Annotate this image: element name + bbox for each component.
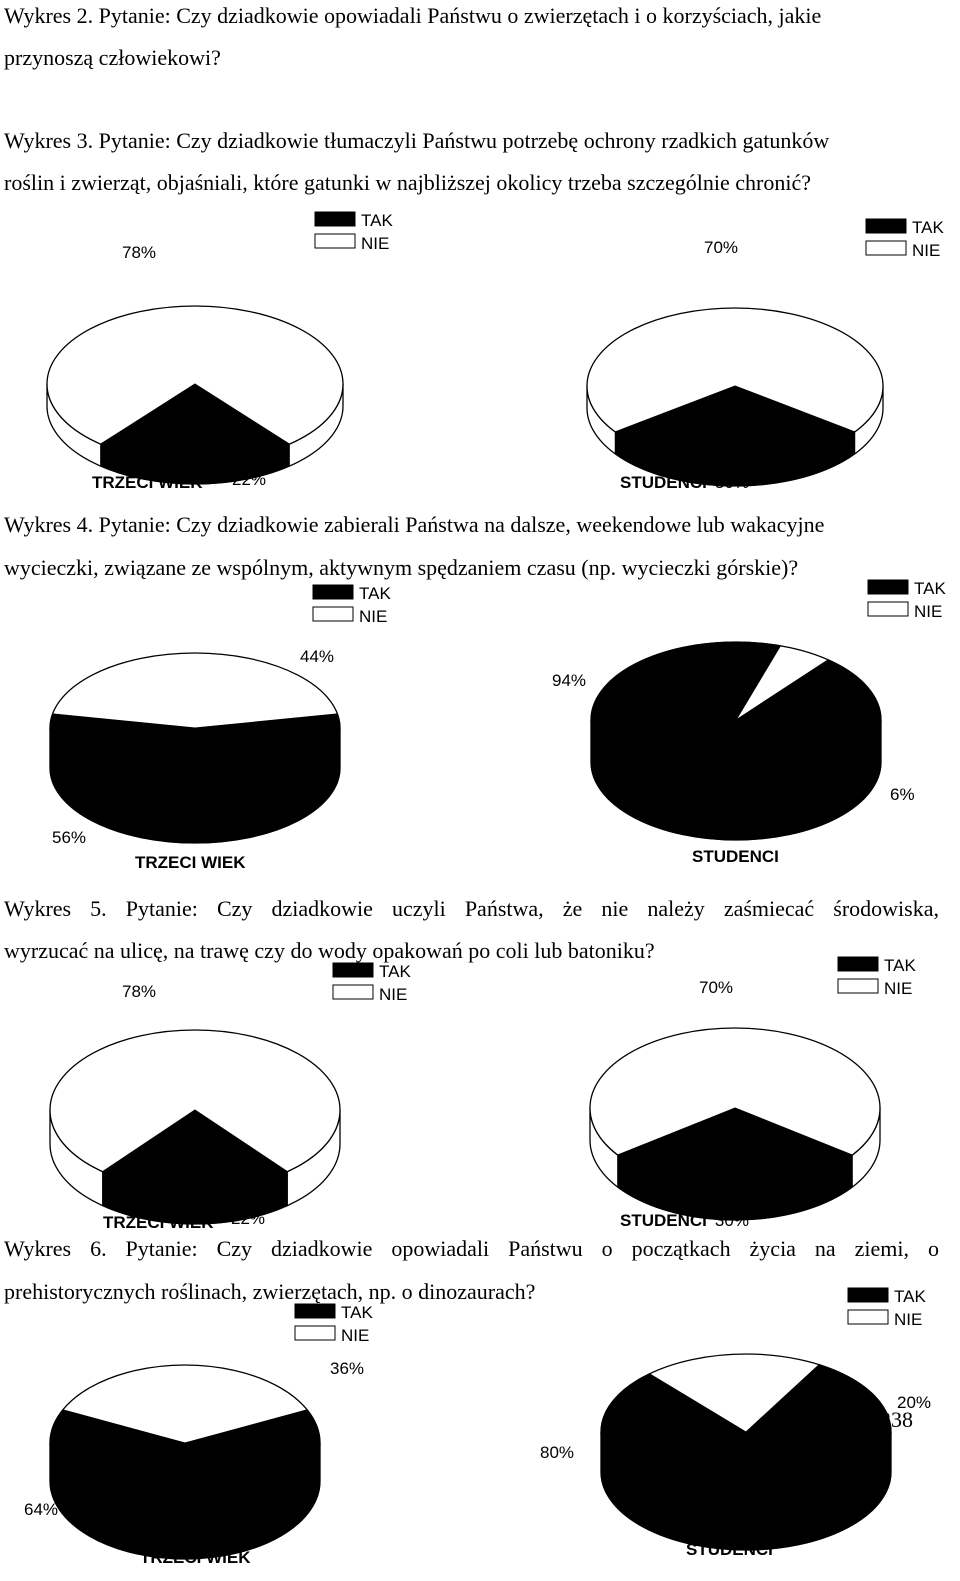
- pie-legend: [838, 956, 916, 998]
- pie-legend: [333, 962, 411, 1004]
- legend-label-tak: TAK: [914, 579, 946, 598]
- legend-label-nie: NIE: [341, 1326, 370, 1345]
- legend-label-nie: NIE: [914, 602, 943, 621]
- legend-swatch-tak: [315, 212, 355, 226]
- pie-value-label-nie: 70%: [699, 978, 734, 997]
- pie-value-label-tak: 94%: [552, 671, 587, 690]
- legend-swatch-nie: [315, 234, 355, 248]
- pie-value-label-tak: 22%: [231, 1209, 266, 1228]
- pie-chart-6: [590, 956, 916, 1230]
- legend-label-tak: TAK: [884, 956, 916, 975]
- pie-value-label-nie: 36%: [330, 1359, 365, 1378]
- legend-label-nie: NIE: [379, 985, 408, 1004]
- page-number: 238: [880, 1407, 913, 1432]
- legend-swatch-tak: [295, 1304, 335, 1318]
- legend-swatch-tak: [866, 219, 906, 233]
- legend-label-nie: NIE: [884, 979, 913, 998]
- question-2-line-1: Wykres 2. Pytanie: Czy dziadkowie opowiadali Państwu o zwierzętach i o korzyściach, jakie: [4, 3, 822, 28]
- pie-value-label-tak: 30%: [714, 1211, 749, 1230]
- question-2-line-2: przynoszą człowiekowi?: [4, 45, 221, 70]
- legend-swatch-tak: [838, 957, 878, 971]
- pie-legend: [866, 218, 944, 260]
- legend-label-nie: NIE: [912, 241, 941, 260]
- pie-legend: [868, 579, 946, 621]
- question-6-line-2: prehistorycznych roślinach, zwierzętach, np. o dinozaurach?: [4, 1279, 536, 1304]
- legend-label-tak: TAK: [361, 211, 393, 230]
- question-3-line-2: roślin i zwierząt, objaśniali, które gatunki w najbliższej okolicy trzeba szczególnie chronić?: [4, 170, 811, 195]
- pie-legend: [313, 584, 391, 626]
- pie-value-label-nie: 78%: [122, 982, 157, 1001]
- pie-group-label: TRZECI WIEK: [140, 1548, 251, 1567]
- legend-swatch-tak: [313, 585, 353, 599]
- question-5-line-2: wyrzucać na ulicę, na trawę czy do wody opakowań po coli lub batoniku?: [4, 938, 655, 963]
- pie-group-label: TRZECI WIEK: [92, 473, 203, 492]
- legend-label-tak: TAK: [341, 1303, 373, 1322]
- pie-chart-8: [540, 1287, 931, 1559]
- pie-group-label: TRZECI WIEK: [135, 853, 246, 872]
- legend-label-tak: TAK: [359, 584, 391, 603]
- pie-chart-5: [50, 962, 411, 1232]
- pie-chart-7: [24, 1303, 373, 1567]
- pie-value-label-nie: 44%: [300, 647, 335, 666]
- pie-value-label-nie: 6%: [890, 785, 915, 804]
- legend-label-nie: NIE: [894, 1310, 923, 1329]
- pie-legend: [315, 211, 393, 253]
- legend-label-nie: NIE: [359, 607, 388, 626]
- pie-value-label-tak: 30%: [714, 473, 749, 492]
- pie-value-label-nie: 20%: [897, 1393, 932, 1412]
- legend-swatch-nie: [868, 602, 908, 616]
- pie-value-label-tak: 80%: [540, 1443, 575, 1462]
- pie-slice-tak: [591, 642, 881, 798]
- question-5-line-1: Wykres 5. Pytanie: Czy dziadkowie uczyli Państwa, że nie należy zaśmiecać środowiska,: [4, 896, 939, 921]
- question-6-line-1: Wykres 6. Pytanie: Czy dziadkowie opowiadali Państwu o początkach życia na ziemi, o: [4, 1236, 939, 1261]
- pie-legend: [295, 1303, 373, 1345]
- legend-label-nie: NIE: [361, 234, 390, 253]
- legend-label-tak: TAK: [379, 962, 411, 981]
- pie-chart-4: [552, 579, 946, 866]
- legend-swatch-nie: [295, 1326, 335, 1340]
- pie-value-label-nie: 70%: [704, 238, 739, 257]
- pie-chart-3: [50, 584, 391, 872]
- pie-chart-2: [587, 218, 944, 492]
- question-4-line-2: wycieczki, związane ze wspólnym, aktywnym spędzaniem czasu (np. wycieczki górskie)?: [4, 555, 799, 580]
- pie-group-label: STUDENCI: [692, 847, 779, 866]
- pie-group-label: STUDENCI: [620, 473, 707, 492]
- legend-swatch-nie: [333, 985, 373, 999]
- legend-swatch-nie: [848, 1310, 888, 1324]
- legend-swatch-tak: [868, 580, 908, 594]
- legend-swatch-tak: [333, 963, 373, 977]
- pie-value-label-nie: 78%: [122, 243, 157, 262]
- pie-group-label: TRZECI WIEK: [103, 1213, 214, 1232]
- pie-value-label-tak: 64%: [24, 1500, 59, 1519]
- legend-label-tak: TAK: [894, 1287, 926, 1306]
- legend-label-tak: TAK: [912, 218, 944, 237]
- legend-swatch-nie: [313, 607, 353, 621]
- pie-legend: [848, 1287, 926, 1329]
- pie-value-label-tak: 56%: [52, 828, 87, 847]
- pie-group-label: STUDENCI: [620, 1211, 707, 1230]
- question-3-line-1: Wykres 3. Pytanie: Czy dziadkowie tłumaczyli Państwu potrzebę ochrony rzadkich gatunków: [4, 128, 830, 153]
- pie-chart-1: [47, 211, 393, 492]
- pie-group-label: STUDENCI: [686, 1540, 773, 1559]
- question-4-line-1: Wykres 4. Pytanie: Czy dziadkowie zabierali Państwa na dalsze, weekendowe lub wakacyjne: [4, 512, 825, 537]
- legend-swatch-tak: [848, 1288, 888, 1302]
- pie-value-label-tak: 22%: [232, 470, 267, 489]
- legend-swatch-nie: [838, 979, 878, 993]
- legend-swatch-nie: [866, 241, 906, 255]
